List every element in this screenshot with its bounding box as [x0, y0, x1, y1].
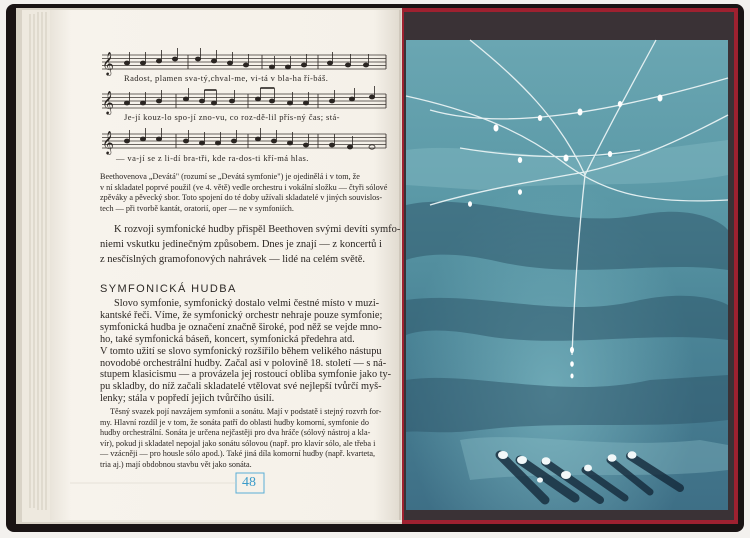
page-number: 48 — [242, 475, 256, 490]
note-line: Těsný svazek pojí navzájem symfonii a sonátu. Mají v podstatě i stejný rozvrh for- — [110, 407, 382, 416]
note-line: vír), pokud ji skladatel nepojal jako sonátu sólovou (např. pro klavír sólo, ale třeba i — [100, 438, 376, 448]
paragraph-line: novodobé orchestrální hudby. Začal asi v polovině 18. století — s ná- — [100, 357, 387, 369]
paragraph-line: ho, také symfonická báseň, koncert, symfonická předehra atd. — [100, 333, 355, 345]
lyrics-line-3: — va-jí se z li-dí bra-tři, kde ra-dos-ti kří-má hlas. — [116, 153, 309, 163]
beethoven-note — [100, 172, 387, 214]
note-line: Beethovenova „Devátá" (rozumí se „Devátá symfonie") je ojedinělá i v tom, že — [100, 172, 360, 181]
note-line: my. Hlavní rozdíl je v tom, že sonáta patří do oblasti hudby komorní, symfonie do — [100, 417, 369, 427]
note-line: — vzácněji — pro housle sólo apod.). Také jiná díla komorní hudby (např. kvarteta, — [100, 449, 376, 459]
paragraph-line: Slovo symfonie, symfonický dostalo velmi čestné místo v muzi- — [114, 298, 380, 309]
note-line: hudby orchestrální. Sonáta je určena nejčastěji pro dva hráče (sólový nástroj a kla- — [100, 428, 371, 438]
note-line: v ní skladatel poprvé použil (ve 4. větě) vedle orchestru i vokální složku — čtyři sólové — [100, 182, 388, 192]
lyrics-line-2: Je-jí kouz-lo spo-jí zno-vu, co roz-dě-lil přís-ný čas; stá- — [124, 112, 340, 122]
paragraph-line: niemi vskutku jedinečným způsobem. Dnes je znají — z koncertů i — [100, 239, 382, 250]
paragraph-line: V tomto užití se slovo symfonický rozšířilo během velikého nástupu — [100, 345, 382, 357]
paragraph-line: z nesčíslných gramofonových nahrávek — lidé na celém světě. — [100, 254, 366, 265]
paragraph-beethoven — [100, 222, 400, 267]
svg-text:𝄞: 𝄞 — [102, 90, 114, 114]
sonata-note — [100, 407, 381, 471]
section-heading: SYMFONICKÁ HUDBA — [100, 283, 237, 295]
note-line: tria aj.) mají obdobnou stavbu vět jako sonáta. — [100, 459, 252, 469]
svg-text:𝄞: 𝄞 — [102, 51, 114, 75]
note-line: tech — při tvorbě kantát, oratorií, oper — ne v symfoniích. — [100, 203, 294, 213]
note-line: zpěváky a pěvecký sbor. Toto spojení do té doby užívali skladatelé v jiných souvislos- — [100, 193, 383, 203]
paragraph-line: lenky; stála v popředí jejich tvůrčího úsilí. — [100, 393, 275, 405]
paragraph-symphonic — [100, 298, 391, 405]
paragraph-line: K rozvoji symfonické hudby přispěl Beethoven svými devíti symfo- — [114, 224, 401, 235]
paragraph-line: pu skladby, do níž začali skladatelé vtělovat své nejlepší tvůrčí myš- — [100, 381, 382, 393]
paragraph-line: stupem klasicismu — a provázela jej rostoucí obliba symfonie jako ty- — [100, 369, 392, 381]
paragraph-line: kantské řeči. Víme, že symfonický orchestr nehraje pouze symfonie; — [100, 309, 383, 321]
svg-text:𝄞: 𝄞 — [102, 130, 114, 154]
lyrics-line-1: Radost, plamen sva-tý,chval-me, vi-tá v bla-ha ří-báš. — [124, 73, 329, 83]
paragraph-line: symfonická hudba je označení značně široké, pod něž se vejde mno- — [100, 321, 382, 333]
